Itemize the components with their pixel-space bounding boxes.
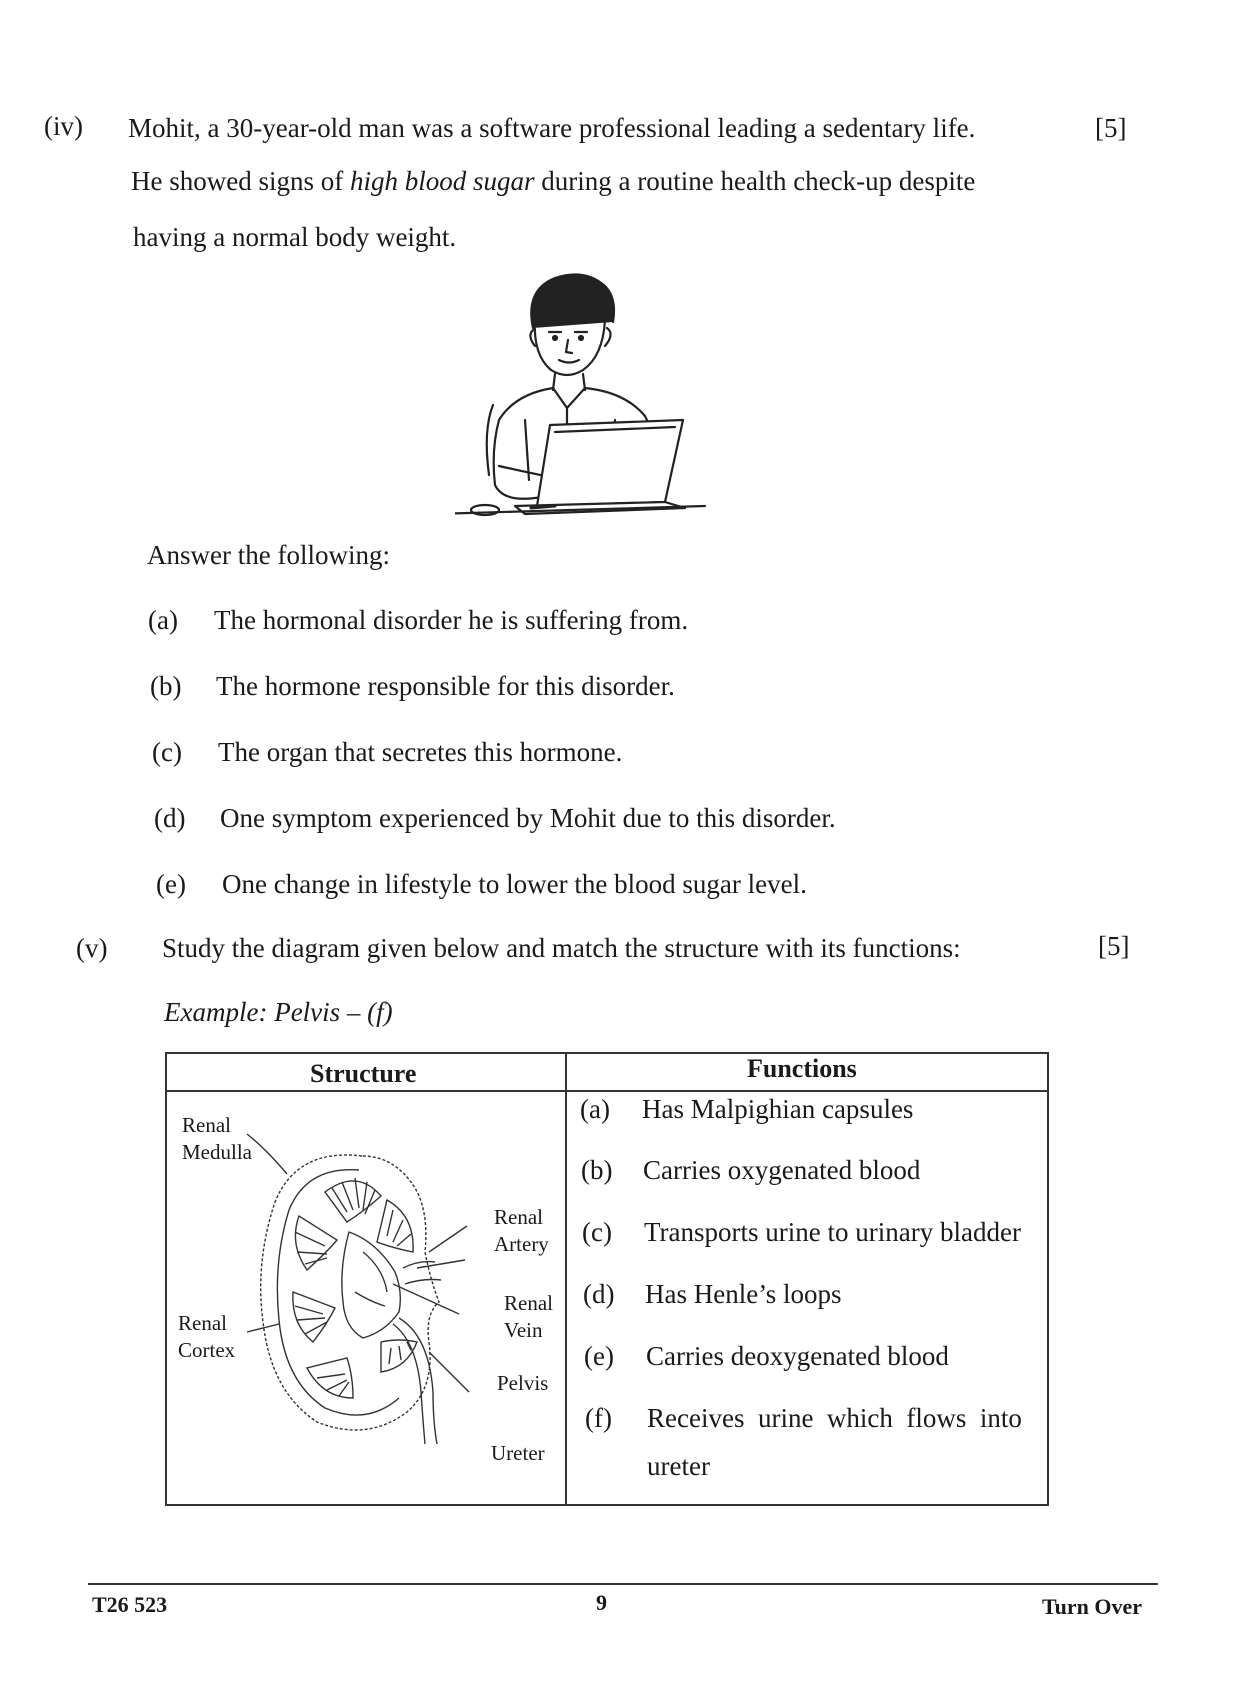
q5-instruction: Study the diagram given below and match the structure with its functions: xyxy=(162,933,961,963)
function-text-continued: ureter xyxy=(647,1451,710,1481)
q4-line-2 xyxy=(131,166,975,197)
question-number-v: (v) xyxy=(76,933,108,963)
item-text: The hormone responsible for this disorder. xyxy=(216,671,675,701)
item-label: (b) xyxy=(150,671,182,701)
table-column-divider xyxy=(565,1054,567,1504)
q4-prompt: Answer the following: xyxy=(147,540,390,570)
q4-item-d xyxy=(154,803,914,839)
function-label: (c) xyxy=(582,1217,612,1247)
function-label: (e) xyxy=(584,1341,614,1371)
paper-code: T26 523 xyxy=(92,1592,168,1617)
q4-line-3: having a normal body weight. xyxy=(133,222,457,252)
question-number-iv: (iv) xyxy=(44,111,83,141)
turn-over: Turn Over xyxy=(1042,1594,1143,1619)
q4-line-2-start: He showed signs of xyxy=(131,166,350,196)
function-label: (d) xyxy=(583,1279,615,1309)
item-text: One change in lifestyle to lower the blood sugar level. xyxy=(222,869,807,899)
man-at-laptop-illustration xyxy=(455,270,720,545)
q5-example: Example: Pelvis – (f) xyxy=(164,997,393,1027)
function-label: (a) xyxy=(580,1094,610,1124)
label-renal-artery: Renal Artery xyxy=(494,1205,549,1256)
function-label: (f) xyxy=(585,1403,612,1433)
q4-item-e xyxy=(156,869,916,905)
item-label: (e) xyxy=(156,869,186,899)
marks-v: [5] xyxy=(1098,931,1130,961)
label-pelvis: Pelvis xyxy=(497,1371,549,1395)
q4-item-c xyxy=(152,737,852,773)
marks-iv: [5] xyxy=(1095,113,1127,143)
label-renal-vein: Renal Vein xyxy=(504,1291,553,1342)
label-ureter: Ureter xyxy=(491,1441,545,1465)
item-text: The hormonal disorder he is suffering from. xyxy=(214,605,689,635)
label-renal-cortex: Renal Cortex xyxy=(178,1311,236,1362)
function-text: Transports urine to urinary bladder xyxy=(644,1217,1021,1247)
item-label: (a) xyxy=(148,605,178,635)
q4-item-a xyxy=(148,605,848,641)
label-renal-medulla: Renal Medulla xyxy=(182,1113,252,1164)
function-text: Has Malpighian capsules xyxy=(642,1094,914,1124)
q4-item-b xyxy=(150,671,850,707)
page-number: 9 xyxy=(596,1590,607,1615)
function-text: Receives urine which flows into xyxy=(647,1403,1022,1433)
item-label: (c) xyxy=(152,737,182,767)
match-table xyxy=(165,1052,1049,1506)
structure-header: Structure xyxy=(310,1059,417,1088)
function-text: Carries deoxygenated blood xyxy=(646,1341,949,1371)
item-text: The organ that secretes this hormone. xyxy=(218,737,623,767)
item-label: (d) xyxy=(154,803,186,833)
q4-line-2-end: during a routine health check-up despite xyxy=(534,166,976,196)
function-text: Carries oxygenated blood xyxy=(643,1155,921,1185)
function-label: (b) xyxy=(581,1155,613,1185)
functions-header: Functions xyxy=(747,1054,857,1083)
footer-rule xyxy=(88,1583,1158,1585)
function-text: Has Henle’s loops xyxy=(645,1279,842,1309)
q4-line-2-emphasis: high blood sugar xyxy=(349,166,535,196)
q4-line-1: Mohit, a 30-year-old man was a software professional leading a sedentary life. xyxy=(128,113,976,143)
item-text: One symptom experienced by Mohit due to this disorder. xyxy=(220,803,836,833)
